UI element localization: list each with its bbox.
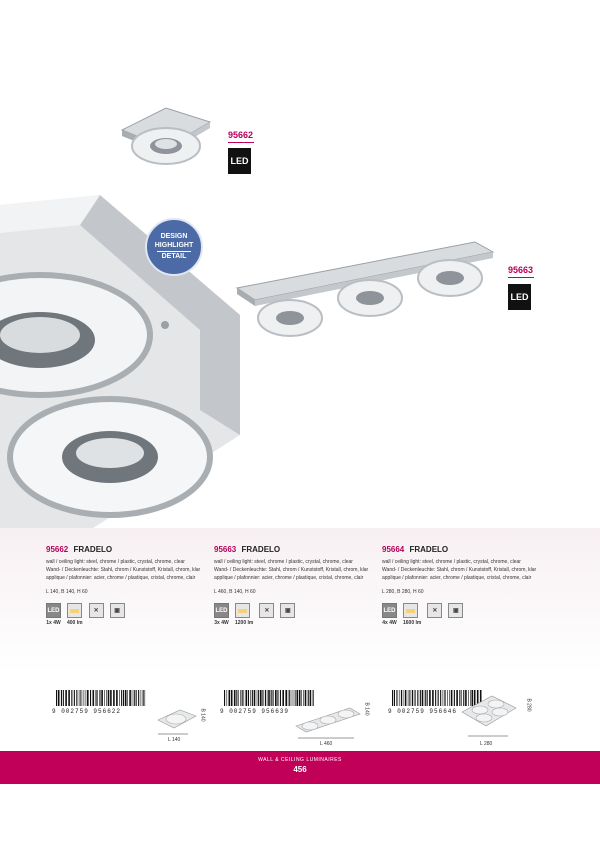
protection-class-icon: ▣ [448,603,463,618]
product-dimensions: L 280, B 280, H 60 [382,589,424,595]
barcode-bar [403,690,404,706]
barcode-bar [396,690,397,706]
product-block-95664 [382,545,542,626]
barcode-number-95664: 9 002759 956646 [388,708,458,715]
barcode-bar [119,690,120,706]
barcode-bar [409,690,410,706]
barcode-bar [96,690,97,706]
led-badge-95663: LED [508,284,531,310]
barcode-bar [106,690,107,706]
barcode-bar [252,690,253,706]
callout-rule-95662 [228,142,254,143]
barcode-bar [116,690,118,706]
barcode-bar [129,690,131,706]
barcode-bar [86,690,87,706]
no-dimmer-icon: ✕ [259,603,274,618]
bulb-warm-icon [235,603,250,618]
barcode-bar [132,690,133,706]
wattage: 3x 4W [214,620,229,626]
spec-icons [214,603,374,626]
barcode-bar [412,690,413,706]
barcode-bar [420,690,421,706]
barcode-bar [74,690,75,706]
barcode-bar [392,690,393,706]
barcode-bar [87,690,89,706]
barcode-bar [138,690,139,706]
barcode-bar [246,690,248,706]
barcode-number-95663: 9 002759 956639 [220,708,290,715]
barcode-bar [449,690,450,706]
barcode-bar [275,690,277,706]
barcode-bar [127,690,128,706]
led-badge-95662: LED [228,148,251,174]
barcode-bar [273,690,274,706]
product-code: 95662 [46,545,69,554]
dimension-drawing-95663 [292,702,362,742]
barcode-bar [401,690,402,706]
barcode-bar [422,690,424,706]
product-name: FRADELO [409,545,449,554]
barcode-bar [248,690,249,706]
barcode-bar [445,690,446,706]
barcode-bar [415,690,416,706]
barcode-95662 [56,690,148,706]
no-dimmer-icon: ✕ [89,603,104,618]
barcode-bar [141,690,142,706]
barcode-bar [63,690,64,706]
barcode-bar [277,690,278,706]
desc-en: wall / ceiling light: steel, chrome / plastic, crystal, chrome, clear [382,559,521,565]
dim-width-95664: B 280 [525,698,532,712]
barcode-bar [411,690,412,706]
product-block-95662 [46,545,206,626]
barcode-bar [113,690,115,706]
desc-fr: applique / plafonnier: acier, chrome / plastique, cristal, chrome, clair [382,575,532,581]
led-icon: LED [382,603,397,618]
barcode-bar [234,690,236,706]
barcode-bar [82,690,83,706]
hero-detail-photo [0,195,240,530]
product-code: 95664 [382,545,405,554]
product-title [46,545,206,555]
barcode-bar [61,690,62,706]
barcode-bar [447,690,448,706]
barcode-bar [405,690,407,706]
barcode-bar [254,690,256,706]
spec-icons [382,603,542,626]
led-icon: LED [46,603,61,618]
product-code: 95663 [214,545,237,554]
barcode-bar [125,690,127,706]
wattage: 1x 4W [46,620,61,626]
barcode-bar [145,690,146,706]
barcode-bar [97,690,98,706]
bulb-warm-icon [403,603,418,618]
barcode-bar [71,690,72,706]
wattage: 4x 4W [382,620,397,626]
product-photo-95662 [118,102,214,182]
barcode-bar [417,690,418,706]
barcode-bar [260,690,262,706]
barcode-bar [399,690,400,706]
barcode-bar [143,690,144,706]
desc-fr: applique / plafonnier: acier, chrome / plastique, cristal, chrome, clair [46,575,196,581]
barcode-bar [443,690,444,706]
product-dimensions: L 140, B 140, H 60 [46,589,88,595]
dim-length-95664: L 280 [480,741,493,747]
barcode-bar [285,690,287,706]
barcode-bar [238,690,239,706]
desc-de: Wand- / Deckenleuchte: Stahl, chrom / Kunststoff, Kristall, chrom, klar [382,567,537,573]
design-badge-line2: HIGHLIGHT [154,242,194,249]
barcode-bar [79,690,80,706]
page-number: 456 [293,765,307,774]
lumen: 1200 lm [235,620,254,626]
protection-class-icon: ▣ [280,603,295,618]
desc-en: wall / ceiling light: steel, chrome / plastic, crystal, chrome, clear [46,559,185,565]
desc-fr: applique / plafonnier: acier, chrome / plastique, cristal, chrome, clair [214,575,364,581]
barcode-bar [244,690,245,706]
barcode-bar [240,690,241,706]
dim-width-95662: B 140 [199,708,206,722]
barcode-bar [134,690,135,706]
barcode-bar [280,690,281,706]
barcode-bar [288,690,289,706]
footer-section-title: WALL & CEILING LUMINAIRES [258,757,342,763]
barcode-bar [444,690,445,706]
barcode-bar [108,690,110,706]
desc-en: wall / ceiling light: steel, chrome / plastic, crystal, chrome, clear [214,559,353,565]
barcode-bar [454,690,455,706]
barcode-bar [236,690,237,706]
barcode-bar [76,690,77,706]
barcode-bar [136,690,137,706]
protection-class-icon: ▣ [110,603,125,618]
dim-length-95662: L 140 [168,737,181,743]
product-dimensions: L 460, B 140, H 60 [214,589,256,595]
barcode-bar [121,690,122,706]
callout-rule-95663 [508,277,534,278]
barcode-bar [224,690,225,706]
barcode-bar [427,690,428,706]
design-badge-line3: DETAIL [157,251,191,261]
barcode-bar [56,690,57,706]
barcode-bar [93,690,95,706]
barcode-bar [435,690,436,706]
barcode-bar [414,690,415,706]
dimension-drawing-95664 [458,690,520,740]
barcode-bar [65,690,67,706]
product-name: FRADELO [241,545,281,554]
barcode-bar [432,690,434,706]
dim-width-95663: B 140 [363,702,370,716]
led-icon: LED [214,603,229,618]
barcode-bar [257,690,258,706]
design-highlight-badge [145,218,203,276]
barcode-bar [104,690,105,706]
design-badge-line1: DESIGN [160,233,188,240]
barcode-bar [242,690,243,706]
barcode-bar [451,690,453,706]
barcode-bar [99,690,100,706]
barcode-bar [84,690,85,706]
barcode-bar [231,690,233,706]
barcode-bar [110,690,112,706]
dimension-drawing-95662 [152,702,200,742]
product-name: FRADELO [73,545,113,554]
barcode-bar [262,690,263,706]
barcode-bar [408,690,409,706]
barcode-bar [258,690,259,706]
barcode-bar [229,690,231,706]
bulb-warm-icon [67,603,82,618]
lumen: 1600 lm [403,620,422,626]
barcode-bar [227,690,228,706]
barcode-bar [429,690,431,706]
page-footer [0,751,600,784]
dim-length-95663: L 460 [320,741,333,747]
no-dimmer-icon: ✕ [427,603,442,618]
barcode-bar [80,690,81,706]
barcode-bar [282,690,284,706]
product-photo-95663 [235,240,495,340]
barcode-bar [267,690,268,706]
callout-code-95662: 95662 [228,130,254,140]
barcode-bar [101,690,103,706]
barcode-bar [123,690,124,706]
barcode-bar [289,690,290,706]
spec-icons [46,603,206,626]
desc-de: Wand- / Deckenleuchte: Stahl, chrom / Kunststoff, Kristall, chrom, klar [46,567,201,573]
product-block-95663 [214,545,374,626]
barcode-bar [394,690,395,706]
barcode-bar [440,690,441,706]
barcode-bar [268,690,270,706]
product-title [214,545,374,555]
lumen: 400 lm [67,620,83,626]
barcode-bar [425,690,426,706]
barcode-bar [68,690,70,706]
product-title [382,545,542,555]
barcode-number-95662: 9 002759 956622 [52,708,122,715]
desc-de: Wand- / Deckenleuchte: Stahl, chrom / Kunststoff, Kristall, chrom, klar [214,567,369,573]
barcode-bar [250,690,251,706]
barcode-bar [58,690,60,706]
barcode-bar [271,690,272,706]
barcode-bar [438,690,439,706]
barcode-bar [265,690,266,706]
callout-code-95663: 95663 [508,265,534,275]
barcode-bar [90,690,91,706]
